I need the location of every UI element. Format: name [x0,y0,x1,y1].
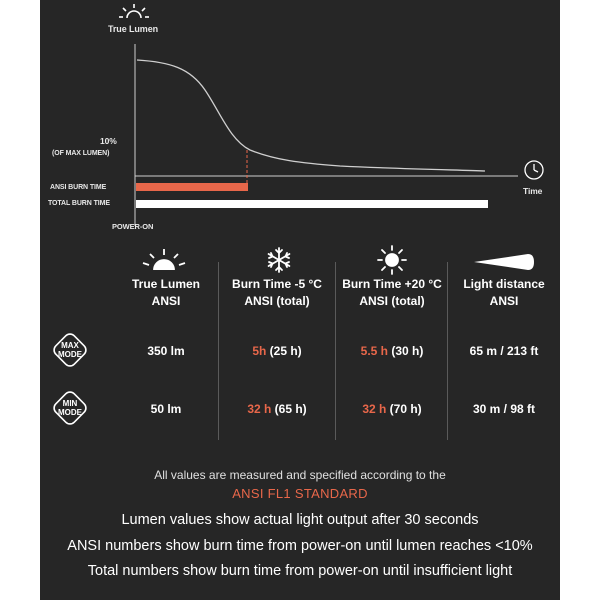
header-line1: Light distance [463,277,545,291]
max-lumen-value: 350 lm [147,344,185,358]
max-distance-value: 65 m / 213 ft [469,344,539,358]
ansi-value: 5.5 h [360,344,388,358]
spec-panel [40,0,560,600]
max-burn-cold-value [220,344,334,358]
max-mode-badge [50,330,90,370]
total-value: (70 h) [389,402,422,416]
mode-line1: MIN [62,399,78,408]
lumen-note: Lumen values show actual light output after 30 seconds [121,512,479,528]
power-on-label: POWER-ON [112,222,154,231]
header-line2: ANSI (total) [244,294,310,308]
header-line2: ANSI (total) [359,294,425,308]
header-line1: True Lumen [131,277,200,291]
min-burn-warm-value [336,402,448,416]
header-line1: Burn Time -5 °C [232,277,322,291]
ansi-standard-label: ANSI FL1 STANDARD [232,486,368,501]
ansi-note: ANSI numbers show burn time from power-on until lumen reaches <10% [67,538,533,554]
ansi-value: 32 h [362,402,387,416]
of-max-lumen-label: (OF MAX LUMEN) [52,150,110,157]
ansi-burn-bar [136,183,248,191]
ansi-burn-time-label: ANSI BURN TIME [50,184,107,191]
total-burn-time-label: TOTAL BURN TIME [48,200,110,207]
measured-note: All values are measured and specified according to the [154,468,446,482]
beam-icon [472,252,536,272]
lumen-decay-curve [137,60,485,171]
min-mode-badge [50,388,90,428]
mode-line2: MODE [58,408,82,417]
header-line2: ANSI [151,294,181,308]
header-burn-cold [220,276,334,310]
sunrise-icon [140,244,188,272]
mode-line2: MODE [58,350,82,359]
min-distance-value: 30 m / 98 ft [472,402,536,416]
header-line2: ANSI [489,294,519,308]
header-light-distance [448,276,560,310]
sun-icon [377,245,407,275]
max-burn-warm-value [336,344,448,358]
min-burn-cold-value [220,402,334,416]
true-lumen-axis-label: True Lumen [108,24,159,34]
header-line1: Burn Time +20 °C [342,277,442,291]
ansi-value: 32 h [247,402,272,416]
sun-rays-icon [119,4,149,18]
mode-line1: MAX [61,341,79,350]
clock-icon [525,161,543,179]
snowflake-icon [266,247,292,273]
total-value: (25 h) [269,344,302,358]
total-note: Total numbers show burn time from power-on until insufficient light [87,563,513,579]
total-value: (30 h) [391,344,424,358]
header-burn-warm [336,276,448,310]
total-burn-bar [136,200,488,208]
header-true-lumen [108,276,224,310]
ten-percent-label: 10% [100,136,117,146]
time-axis-label: Time [523,186,543,196]
burn-time-chart [40,0,560,240]
ansi-value: 5h [252,344,267,358]
min-lumen-value: 50 lm [150,402,182,416]
total-value: (65 h) [274,402,307,416]
